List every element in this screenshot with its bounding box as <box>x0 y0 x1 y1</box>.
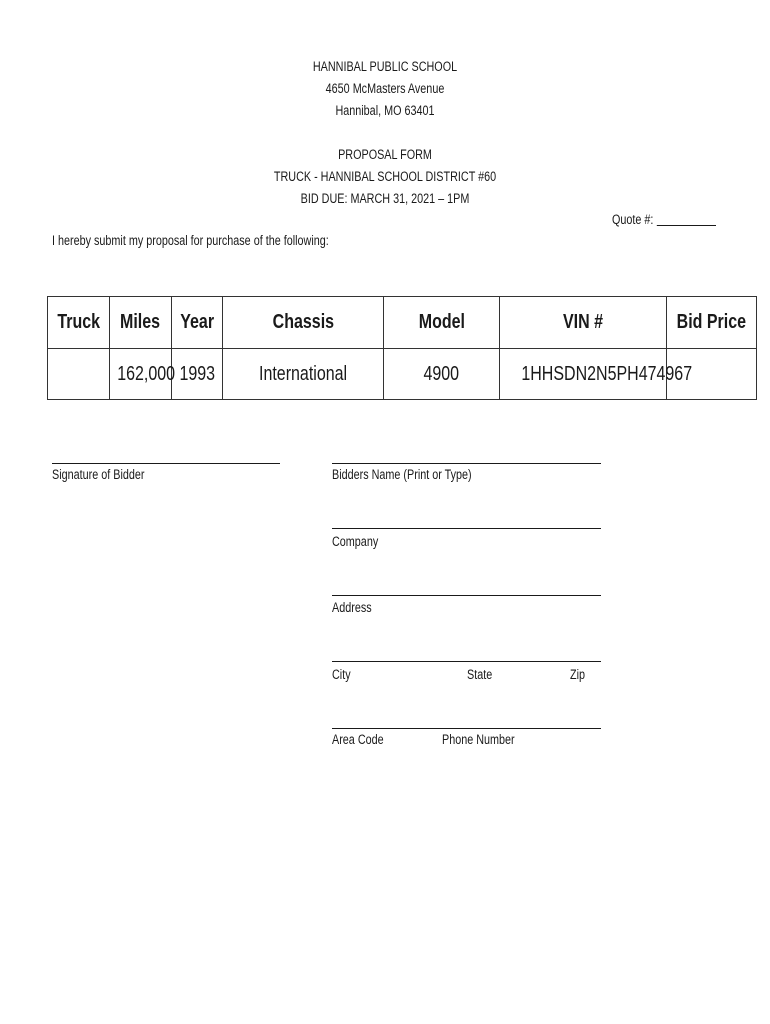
city-label: City <box>332 667 351 682</box>
column-header-chassis: Chassis <box>223 297 384 349</box>
cell-model: 4900 <box>384 349 500 400</box>
form-subject: TRUCK - HANNIBAL SCHOOL DISTRICT #60 <box>273 169 497 184</box>
school-city: Hannibal, MO 63401 <box>335 103 435 118</box>
form-header <box>0 56 770 210</box>
company-label: Company <box>332 534 379 549</box>
address-label: Address <box>332 600 372 615</box>
quote-label: Quote #: <box>612 212 654 227</box>
zip-label: Zip <box>570 667 586 682</box>
signature-line[interactable] <box>52 463 280 464</box>
signature-label: Signature of Bidder <box>52 467 145 482</box>
school-name: HANNIBAL PUBLIC SCHOOL <box>312 59 458 74</box>
cell-truck[interactable] <box>48 349 110 400</box>
truck-table <box>47 296 757 400</box>
cell-year: 1993 <box>172 349 223 400</box>
state-label: State <box>467 667 493 682</box>
form-title: PROPOSAL FORM <box>338 147 432 162</box>
school-address: 4650 McMasters Avenue <box>325 81 445 96</box>
column-header-vin: VIN # <box>500 297 667 349</box>
table-row <box>48 349 757 400</box>
column-header-model: Model <box>384 297 500 349</box>
column-header-year: Year <box>172 297 223 349</box>
bidder-name-label: Bidders Name (Print or Type) <box>332 467 472 482</box>
phone-line[interactable] <box>332 728 601 729</box>
column-header-miles: Miles <box>110 297 172 349</box>
cell-chassis: International <box>223 349 384 400</box>
phone-number-label: Phone Number <box>442 732 515 747</box>
cell-vin: 1HHSDN2N5PH474967 <box>500 349 667 400</box>
column-header-truck: Truck <box>48 297 110 349</box>
column-header-bid-price: Bid Price <box>667 297 757 349</box>
quote-number-field[interactable] <box>657 211 716 226</box>
address-line[interactable] <box>332 595 601 596</box>
cell-miles: 162,000 <box>110 349 172 400</box>
intro-text: I hereby submit my proposal for purchase of the following: <box>52 233 329 248</box>
company-line[interactable] <box>332 528 601 529</box>
city-state-zip-line[interactable] <box>332 661 601 662</box>
bidder-name-line[interactable] <box>332 463 601 464</box>
bid-due: BID DUE: MARCH 31, 2021 – 1PM <box>300 191 470 206</box>
quote-number <box>612 211 716 227</box>
table-header-row <box>48 297 757 349</box>
area-code-label: Area Code <box>332 732 384 747</box>
